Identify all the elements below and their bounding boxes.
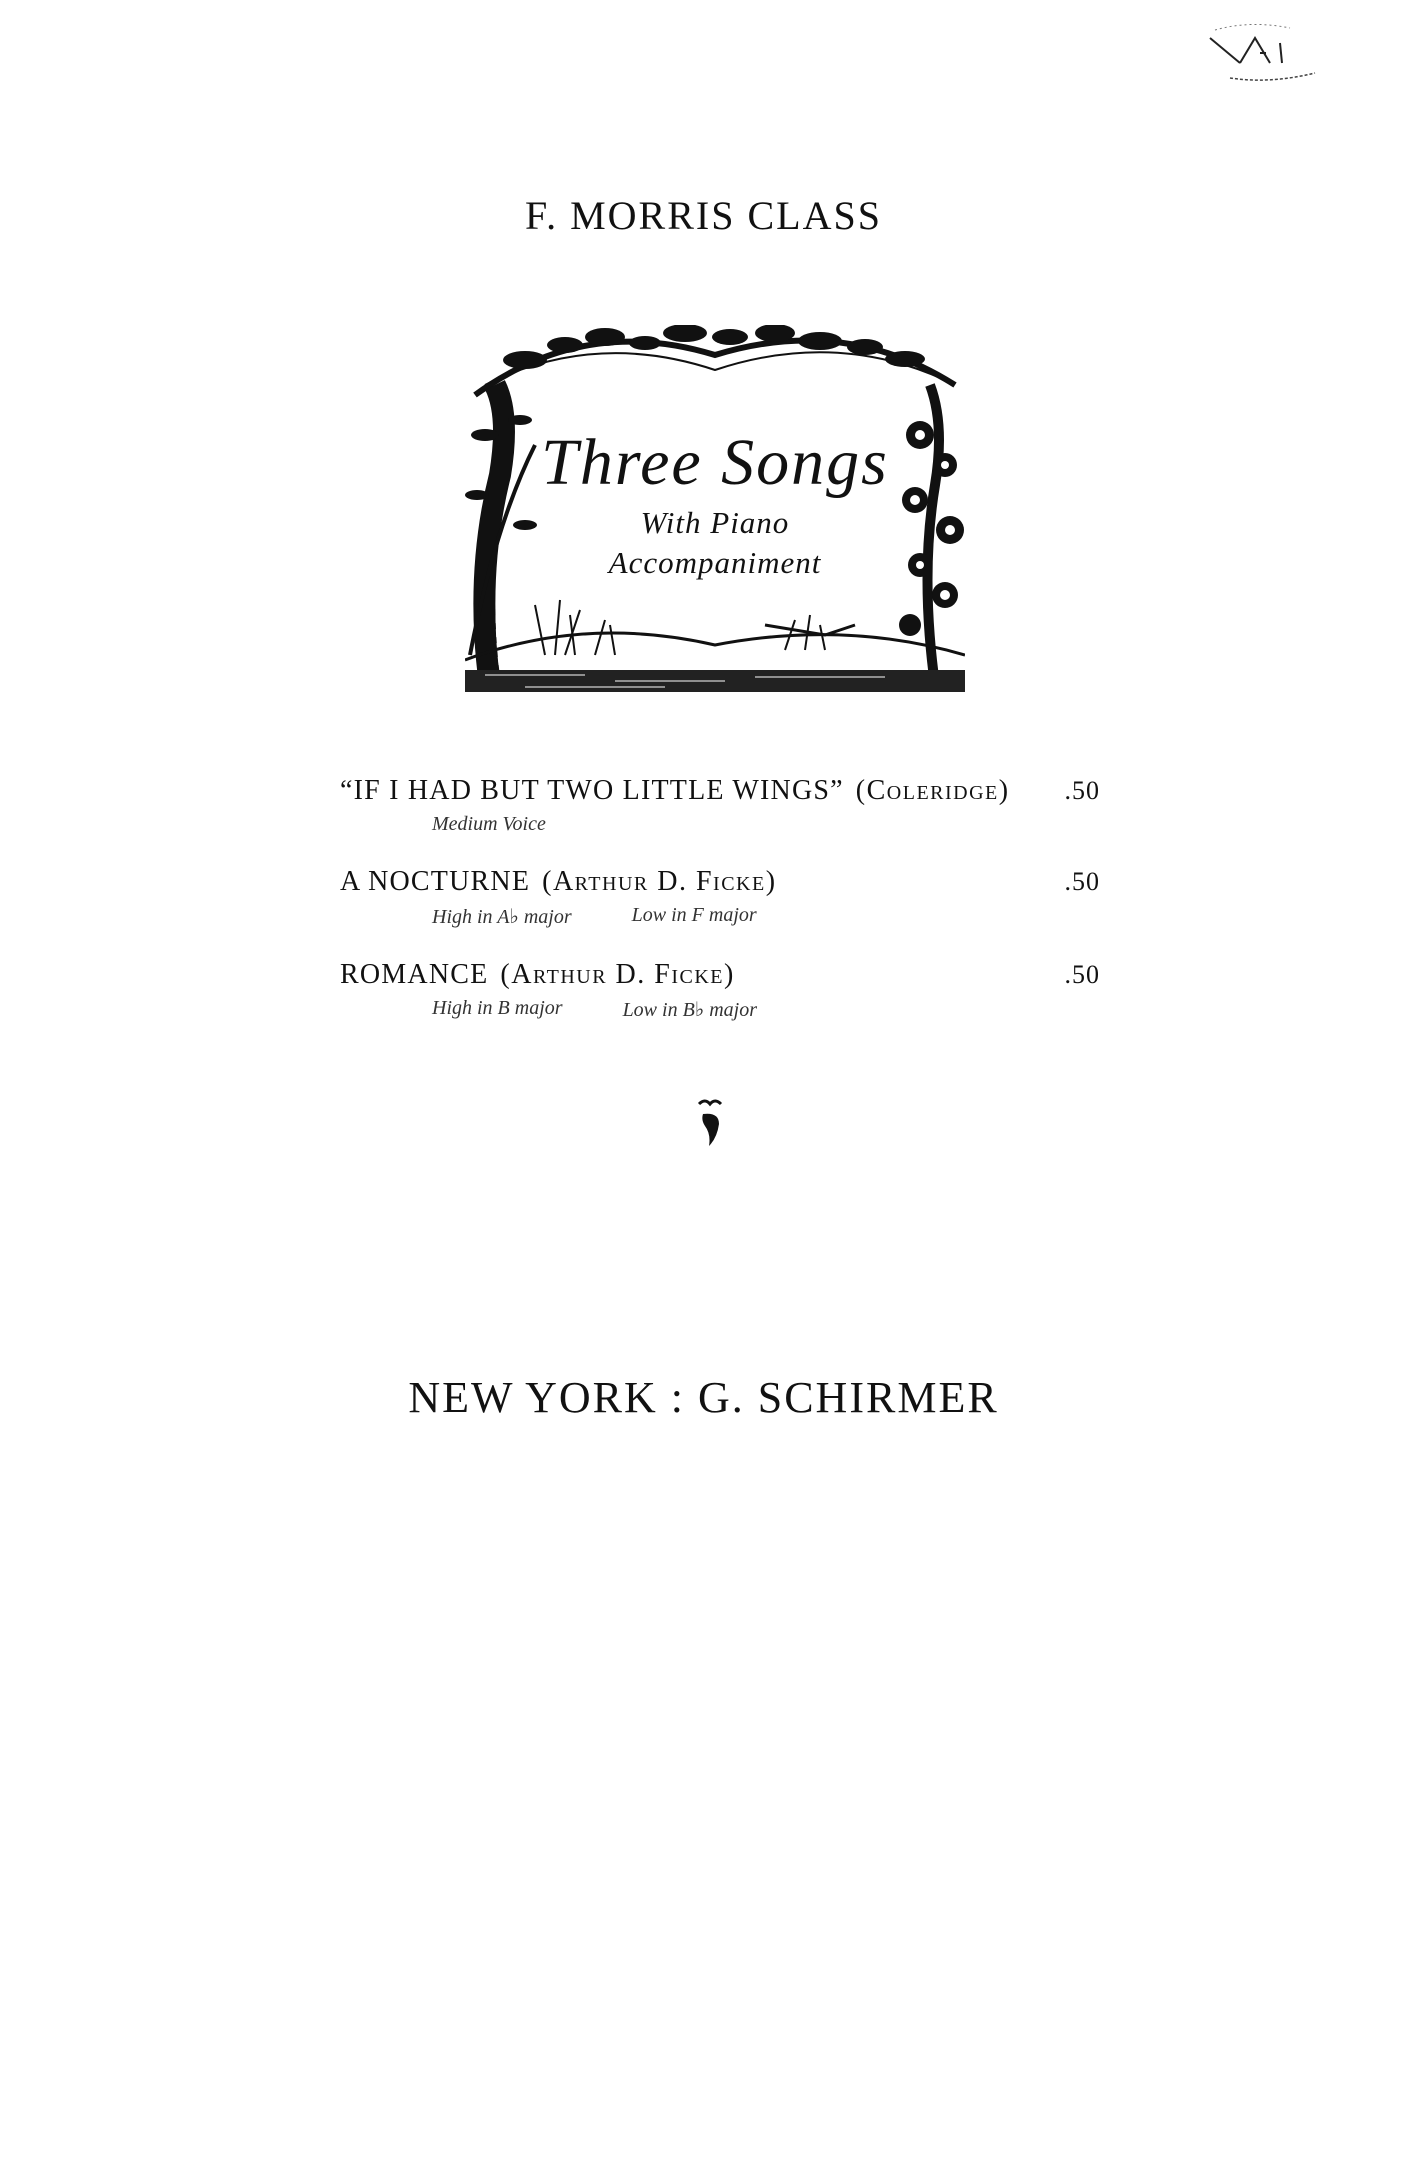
song-key-high: High in B major	[432, 997, 563, 1019]
ornament-icon	[695, 1098, 725, 1148]
song-author: (Arthur D. Ficke)	[500, 959, 735, 990]
song-key-high: High in A♭ major	[432, 906, 572, 928]
song-title: A NOCTURNE	[340, 866, 531, 897]
song-author: (Arthur D. Ficke)	[542, 866, 777, 897]
song-line	[340, 959, 1100, 991]
publisher-imprint: NEW YORK : G. SCHIRMER	[408, 1373, 999, 1422]
song-entry	[340, 775, 1100, 836]
vignette-subtitle: With Piano	[640, 505, 790, 540]
song-entry	[340, 866, 1100, 929]
song-author: (Coleridge)	[855, 775, 1010, 806]
song-price: .50	[1064, 960, 1100, 989]
song-line	[340, 866, 1100, 898]
song-keys	[432, 997, 1100, 1022]
composer-name: F. MORRIS CLASS	[525, 193, 882, 238]
song-price: .50	[1064, 776, 1100, 805]
song-title: ROMANCE	[340, 959, 489, 990]
song-keys	[432, 904, 1100, 929]
vignette-title: Three Songs	[541, 426, 889, 499]
song-key: Medium Voice	[432, 813, 546, 835]
corner-mark-icon	[1200, 18, 1320, 88]
song-key-low: Low in F major	[631, 904, 757, 926]
vignette-subtitle-continued: Accompaniment	[608, 545, 822, 580]
song-list	[340, 775, 1100, 1052]
song-title: “IF I HAD BUT TWO LITTLE WINGS”	[340, 775, 844, 806]
song-entry	[340, 959, 1100, 1022]
song-key-low: Low in B♭ major	[622, 999, 758, 1021]
song-price: .50	[1064, 867, 1100, 896]
title-vignette	[465, 325, 965, 695]
song-keys	[432, 813, 1100, 836]
song-line	[340, 775, 1100, 807]
